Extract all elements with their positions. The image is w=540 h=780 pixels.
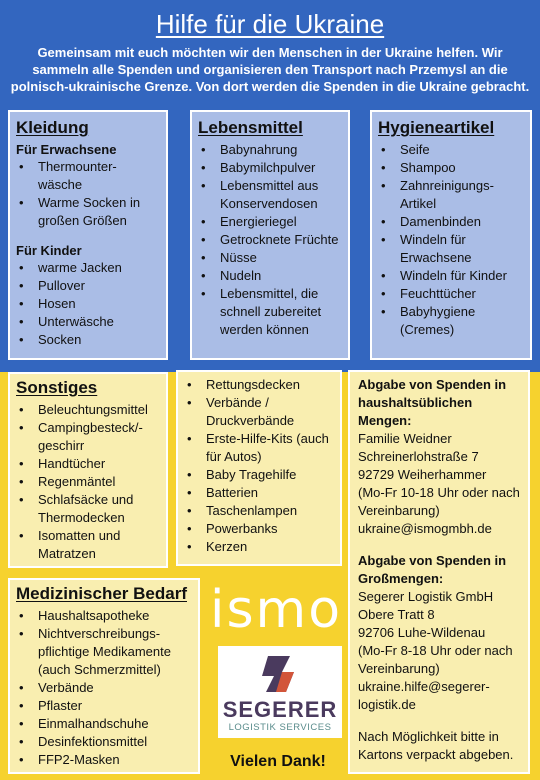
list-item: • warme Jacken — [16, 259, 160, 277]
segerer-sub: LOGISTIK SERVICES — [228, 722, 332, 733]
medizin-title: Medizinischer Bedarf — [16, 584, 187, 603]
list-item: • Getrocknete Früchte — [198, 231, 342, 249]
list-item: • Babymilchpulver — [198, 159, 342, 177]
list-item: • Unterwäsche — [16, 313, 160, 331]
list-item: • Baby Tragehilfe — [184, 466, 334, 484]
medizin-box — [8, 578, 200, 774]
segerer-mark-icon — [260, 652, 300, 696]
kinder-list — [16, 259, 160, 349]
list-item: • Babynahrung — [198, 141, 342, 159]
list-item: • Einmalhandschuhe — [16, 715, 192, 733]
list-item: • Campingbesteck/-geschirr — [16, 419, 160, 455]
gross-line: (Mo-Fr 8-18 Uhr oder nach Vereinbarung) — [358, 643, 513, 676]
abgabe-box — [348, 370, 530, 774]
list-item: • Lebensmittel, die schnell zubereitet werden können — [198, 285, 342, 339]
segerer-name: SEGERER — [222, 697, 338, 722]
list-item: • Pflaster — [16, 697, 192, 715]
list-item: • Powerbanks — [184, 520, 334, 538]
list-item: • FFP2-Masken — [16, 751, 192, 769]
list-item: • Erste-Hilfe-Kits (auch für Autos) — [184, 430, 334, 466]
list-item: • Shampoo — [378, 159, 524, 177]
abgabe-gross-heading: Abgabe von Spenden in Großmengen: — [358, 553, 507, 586]
sonstiges-box — [8, 372, 168, 568]
sonstiges-title: Sonstiges — [16, 378, 98, 397]
hygiene-box — [370, 110, 532, 360]
kleidung-title: Kleidung — [16, 118, 89, 137]
list-item: • Seife — [378, 141, 524, 159]
sonstiges-box-2 — [176, 370, 342, 566]
list-item: • Warme Socken in großen Größen — [16, 194, 160, 230]
list-item: • Nüsse — [198, 249, 342, 267]
list-item: • Batterien — [184, 484, 334, 502]
list-item: • Nudeln — [198, 267, 342, 285]
list-item: • Verbände — [16, 679, 192, 697]
list-item: • Pullover — [16, 277, 160, 295]
list-item: • Windeln für Erwachsene — [378, 231, 524, 267]
list-item: • Zahnreinigungs-Artikel — [378, 177, 524, 213]
list-item: • Handtücher — [16, 455, 160, 473]
intro-text: Gemeinsam mit euch möchten wir den Menschen in der Ukraine helfen. Wir sammeln alle Spenden und organisieren den Transport nach Przemysl an die polnisch-ukrainische Grenze. Von dort werden die Spenden in die Ukraine gebracht. — [10, 45, 530, 94]
abgabe-hinweis: Nach Möglichkeit bitte in Kartons verpackt abgeben. — [358, 729, 514, 762]
gross-email: ukraine.hilfe@segerer-logistik.de — [358, 679, 490, 712]
list-item: • Taschenlampen — [184, 502, 334, 520]
erwachsene-heading: Für Erwachsene — [16, 142, 117, 157]
thanks-text: Vielen Dank! — [230, 753, 326, 770]
list-item: • Windeln für Kinder — [378, 267, 524, 285]
haushalt-line: Familie Weidner — [358, 431, 452, 446]
ismo-logo: ismo — [210, 580, 343, 640]
list-item: • Nichtverschreibungs-pflichtige Medikamente (auch Schmerzmittel) — [16, 625, 192, 679]
list-item: • Socken — [16, 331, 160, 349]
hygiene-list — [378, 141, 524, 339]
list-item: • Rettungsdecken — [184, 376, 334, 394]
header — [0, 8, 540, 95]
list-item: • Beleuchtungsmittel — [16, 401, 160, 419]
gross-line: 92706 Luhe-Wildenau — [358, 625, 486, 640]
list-item: • Desinfektionsmittel — [16, 733, 192, 751]
list-item: • Isomatten und Matratzen — [16, 527, 160, 563]
lebensmittel-box — [190, 110, 350, 360]
list-item: • Thermounter-wäsche — [16, 158, 160, 194]
list-item: • Lebensmittel aus Konservendosen — [198, 177, 342, 213]
abgabe-haushalt-heading: Abgabe von Spenden in haushaltsüblichen Mengen: — [358, 377, 507, 428]
list-item: • Babyhygiene (Cremes) — [378, 303, 524, 339]
lebensmittel-list — [198, 141, 342, 339]
haushalt-line: (Mo-Fr 10-18 Uhr oder nach Vereinbarung) — [358, 485, 520, 518]
list-item: • Damenbinden — [378, 213, 524, 231]
medizin-list — [16, 607, 192, 769]
haushalt-line: Schreinerlohstraße 7 — [358, 449, 479, 464]
page-title: Hilfe für die Ukraine — [155, 9, 385, 39]
kleidung-box — [8, 110, 168, 360]
list-item: • Verbände / Druckverbände — [184, 394, 334, 430]
sonstiges-list — [16, 401, 160, 563]
list-item: • Feuchttücher — [378, 285, 524, 303]
haushalt-email: ukraine@ismogmbh.de — [358, 521, 492, 536]
list-item: • Kerzen — [184, 538, 334, 556]
list-item: • Hosen — [16, 295, 160, 313]
haushalt-line: 92729 Weiherhammer — [358, 467, 487, 482]
lebensmittel-title: Lebensmittel — [198, 118, 303, 137]
erwachsene-list — [16, 158, 160, 230]
list-item: • Energieriegel — [198, 213, 342, 231]
gross-line: Segerer Logistik GmbH — [358, 589, 494, 604]
kinder-heading: Für Kinder — [16, 243, 82, 258]
list-item: • Regenmäntel — [16, 473, 160, 491]
segerer-logo — [218, 646, 342, 738]
list-item: • Haushaltsapotheke — [16, 607, 192, 625]
list-item: • Schlafsäcke und Thermodecken — [16, 491, 160, 527]
hygiene-title: Hygieneartikel — [378, 118, 495, 137]
gross-line: Obere Tratt 8 — [358, 607, 435, 622]
sonstiges-list-2 — [184, 376, 334, 556]
